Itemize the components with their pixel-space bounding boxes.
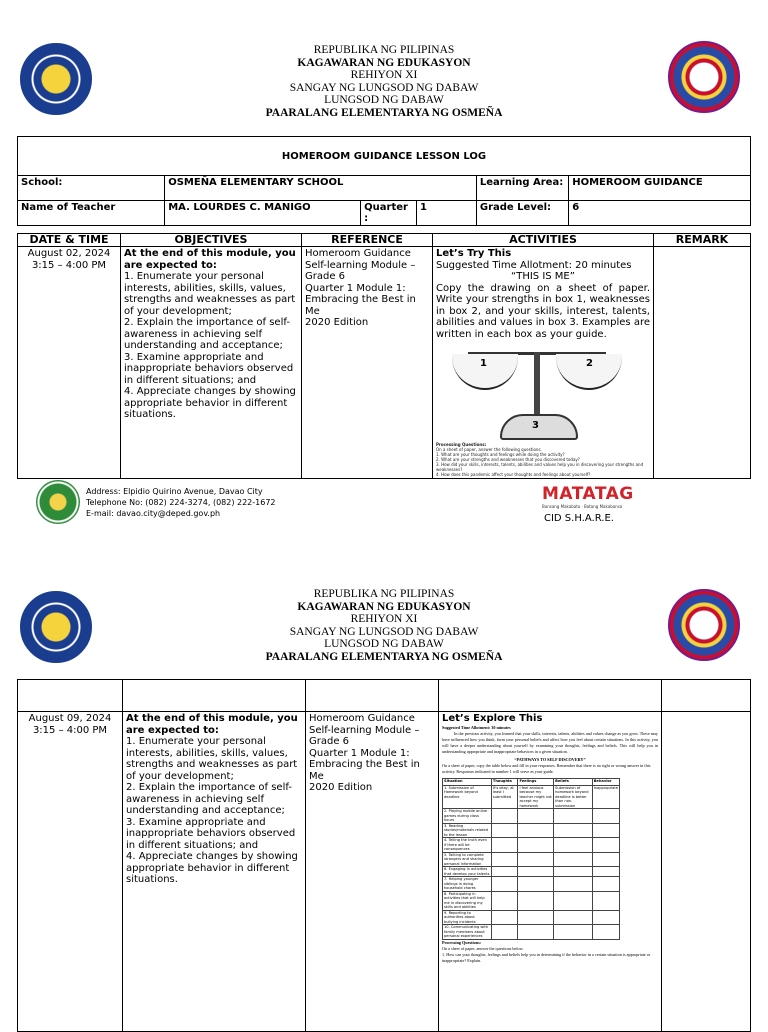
survey-cell — [554, 891, 593, 910]
objectives-cell — [121, 247, 302, 479]
survey-cell: 9. Reporting to authorities about bullying incidents — [443, 910, 492, 925]
objectives-intro: At the end of this module, you are expected to: — [126, 713, 298, 736]
activities-cell-2 — [439, 712, 662, 1032]
objective-2: 2. Explain the importance of self-awareness in achieving self understanding and acceptance; — [126, 782, 292, 816]
col-activities: ACTIVITIES — [433, 234, 654, 247]
survey-cell — [554, 823, 593, 838]
processing-q4: 4. How does this pandemic affect your thoughts and feelings about yourself? — [436, 472, 591, 477]
survey-row — [443, 785, 620, 809]
davao-city-seal — [36, 480, 80, 524]
survey-cell: 7. Helping younger siblings in doing household chores — [443, 877, 492, 892]
school-seal-logo-2 — [668, 589, 740, 661]
survey-row — [443, 809, 620, 824]
survey-cell — [518, 852, 554, 867]
scale-box-2: 2 — [586, 358, 593, 369]
matatag-tagline: Bansang Makabata · Batang Makabansa — [542, 504, 623, 509]
survey-cell — [518, 867, 554, 877]
survey-cell — [491, 867, 518, 877]
survey-row — [443, 891, 620, 910]
reference-2: Quarter 1 Module 1: Embracing the Best in Me — [305, 282, 416, 317]
matatag-logo: MATATAG — [542, 484, 634, 504]
processing-q1: 1. How can your thoughts, feelings and beliefs help you in determining if the behavior in a certain situation is appropriate or inappropriate? Explain. — [442, 951, 651, 963]
survey-cell — [592, 910, 619, 925]
survey-intro: On a sheet of paper, copy the table below and fill in your responses. Remember that there is no right or wrong answer in this activity. Responses indicated in number 1 will serve as your guide. — [442, 762, 651, 774]
processing-title: Processing Questions: — [442, 939, 482, 945]
activity-time: Suggested Time Allotment: 30 minutes — [442, 724, 511, 730]
header-line-6: PAARALANG ELEMENTARYA NG OSMEÑA — [265, 106, 503, 119]
activity-text: In the previous activity, you learned that your skills, interests, talents, abilities and values change as you grow. These may have influenced how you think, form your personal beliefs and affect how you feel about certain situations. In this activity, you will have a deeper understanding about yourself by examining your thoughts, feelings and beliefs. This will help you in understanding appropriate and inappropriate behaviors in a given situation. — [442, 730, 658, 754]
survey-cell — [554, 867, 593, 877]
survey-cell — [554, 838, 593, 853]
survey-cell — [554, 809, 593, 824]
survey-cell — [518, 925, 554, 940]
survey-cell — [491, 877, 518, 892]
processing-intro: On a sheet of paper, answer the following questions. — [436, 447, 542, 452]
embedded-module-page — [442, 725, 658, 775]
page-footer — [36, 480, 736, 528]
letterhead-2 — [180, 588, 588, 663]
address: Address: Elpidio Quirino Avenue, Davao City — [86, 487, 263, 496]
survey-table — [442, 778, 620, 940]
survey-cell: 3. Reading stories/materials related to the lesson — [443, 823, 492, 838]
header-line-5: LUNGSOD NG DABAW — [324, 638, 444, 650]
survey-cell — [491, 809, 518, 824]
processing-questions — [436, 442, 650, 477]
activity-time: Suggested Time Allotment: 20 minutes — [436, 259, 632, 271]
processing-intro: On a sheet of paper, answer the questions below. — [442, 945, 524, 951]
col-remark: REMARK — [654, 234, 751, 247]
col-reference: REFERENCE — [302, 234, 433, 247]
survey-header-cell: Feelings — [518, 778, 554, 785]
survey-cell — [518, 823, 554, 838]
activities-cell — [433, 247, 654, 479]
blank-header-1 — [18, 680, 123, 712]
scale-base — [500, 414, 578, 440]
survey-cell — [592, 877, 619, 892]
date: August 09, 2024 — [28, 713, 112, 724]
blank-header-4 — [439, 680, 662, 712]
header-line-4: SANGAY NG LUNGSOD NG DABAW — [289, 81, 479, 94]
grade-label: Grade Level: — [476, 201, 568, 226]
objective-3: 3. Examine appropriate and inappropriate behaviors observed in different situations; and — [124, 351, 294, 386]
survey-cell — [554, 852, 593, 867]
header-line-3: REHIYON XI — [350, 613, 418, 625]
survey-cell — [554, 925, 593, 940]
survey-header-cell: Behavior — [592, 778, 619, 785]
survey-cell: 10. Communicating with family members about personal experiences — [443, 925, 492, 940]
objective-3: 3. Examine appropriate and inappropriate behaviors observed in different situations; and — [126, 816, 296, 851]
survey-cell — [518, 877, 554, 892]
processing-title: Processing Questions: — [436, 442, 487, 447]
col-objectives: OBJECTIVES — [121, 234, 302, 247]
reference-1: Homeroom Guidance Self-learning Module – Grade 6 — [309, 713, 420, 747]
deped-seal-logo — [20, 43, 92, 115]
survey-cell: 6. Engaging in activities that develop your talents — [444, 867, 490, 876]
scale-box-1: 1 — [480, 358, 487, 369]
header-line-4: SANGAY NG LUNGSOD NG DABAW — [289, 625, 479, 638]
survey-cell — [491, 891, 518, 910]
grade-value: 6 — [569, 201, 751, 226]
header-line-3: REHIYON XI — [350, 69, 418, 81]
info-table — [17, 136, 751, 226]
header-line-2: KAGAWARAN NG EDUKASYON — [297, 600, 471, 613]
survey-row — [443, 925, 620, 940]
survey-cell: 5. Talking to complete strangers and sharing personal information — [443, 852, 492, 867]
survey-cell: Inappropriate — [592, 785, 619, 809]
balance-scale-illustration — [452, 344, 622, 442]
reference-3: 2020 Edition — [305, 317, 369, 328]
header-line-1: REPUBLIKA NG PILIPINAS — [313, 44, 455, 56]
survey-header-cell: Thoughts — [491, 778, 518, 785]
teacher-value: MA. LOURDES C. MANIGO — [165, 201, 361, 226]
header-line-6: PAARALANG ELEMENTARYA NG OSMEÑA — [265, 650, 503, 663]
survey-cell — [592, 867, 619, 877]
survey-cell — [592, 891, 619, 910]
survey-title: “PATHWAYS TO SELF DISCOVERY” — [514, 756, 586, 762]
remark-cell — [654, 247, 751, 479]
survey-row — [443, 823, 620, 838]
lesson-table-1 — [17, 233, 751, 479]
processing-q1: 1. What are your thoughts and feelings while doing the activity? — [436, 452, 565, 457]
contact-info — [86, 486, 276, 519]
objective-1: 1. Enumerate your personal interests, abilities, skills, values, strengths and weaknesses as part of your development; — [126, 736, 298, 782]
survey-cell — [491, 910, 518, 925]
teacher-label: Name of Teacher — [18, 201, 165, 226]
header-line-2: KAGAWARAN NG EDUKASYON — [297, 56, 471, 69]
email: E-mail: davao.city@deped.gov.ph — [86, 509, 221, 518]
quarter-label: Quarter : — [361, 201, 417, 226]
survey-cell: 1. Submission of Homework beyond deadline — [443, 785, 492, 809]
page-2 — [0, 576, 768, 1024]
page-gap — [0, 548, 768, 576]
letterhead — [180, 44, 588, 119]
survey-cell — [491, 838, 518, 853]
reference-cell-2 — [306, 712, 439, 1032]
survey-row — [443, 910, 620, 925]
survey-row — [443, 838, 620, 853]
survey-cell: 2. Playing mobile online games during class hours — [443, 809, 492, 824]
blank-header-5 — [662, 680, 751, 712]
reference-1: Homeroom Guidance Self-learning Module – Grade 6 — [305, 248, 416, 282]
survey-cell — [592, 925, 619, 940]
deped-seal-logo-2 — [20, 591, 92, 663]
blank-header-2 — [123, 680, 306, 712]
quarter-value: 1 — [416, 201, 476, 226]
survey-cell — [491, 823, 518, 838]
learning-area-label: Learning Area: — [476, 176, 568, 201]
survey-cell: I feel anxious because my teacher might not accept my homework — [519, 785, 552, 808]
date: August 02, 2024 — [27, 248, 111, 259]
remark-cell-2 — [662, 712, 751, 1032]
survey-row — [443, 877, 620, 892]
cid-share: CID S.H.A.R.E. — [544, 513, 614, 524]
objective-2: 2. Explain the importance of self-awareness in achieving self understanding and acceptance; — [124, 317, 290, 351]
processing-q3: 3. How did your skills, interests, talents, abilities and values help you in discovering your strengths and weaknesses? — [436, 462, 644, 472]
survey-cell — [518, 809, 554, 824]
school-seal-logo — [668, 41, 740, 113]
header-line-1: REPUBLIKA NG PILIPINAS — [313, 588, 455, 600]
col-date-time: DATE & TIME — [18, 234, 121, 247]
survey-cell — [592, 809, 619, 824]
survey-cell — [491, 852, 518, 867]
survey-cell — [518, 838, 554, 853]
objective-4: 4. Appreciate changes by showing appropriate behavior in different situations. — [124, 386, 296, 420]
scale-box-3: 3 — [532, 420, 539, 431]
survey-row — [443, 867, 620, 877]
learning-area-value: HOMEROOM GUIDANCE — [569, 176, 751, 201]
survey-cell — [592, 823, 619, 838]
activity-title: Let’s Try This — [436, 248, 512, 259]
date-cell-2 — [18, 712, 123, 1032]
reference-2: Quarter 1 Module 1: Embracing the Best in Me — [309, 747, 420, 782]
scale-post — [534, 352, 540, 422]
lesson-table-2 — [17, 679, 751, 1032]
survey-cell: 8. Participating in activities that will help me in discovering my skills and abilities — [443, 891, 492, 910]
reference-3: 2020 Edition — [309, 782, 373, 793]
time: 3:15 – 4:00 PM — [31, 259, 107, 271]
survey-cell — [554, 877, 593, 892]
survey-row — [443, 852, 620, 867]
processing-q2: 2. What are your strengths and weaknesses that you discovered today? — [436, 457, 580, 462]
objectives-intro: At the end of this module, you are expected to: — [124, 248, 296, 271]
survey-header-cell: Beliefs — [554, 778, 593, 785]
header-line-5: LUNGSOD NG DABAW — [324, 94, 444, 106]
activity-title: Let’s Explore This — [442, 713, 543, 724]
survey-cell — [592, 852, 619, 867]
activity-text: Copy the drawing on a sheet of paper. Write your strengths in box 1, weaknesses in box 2, and your skills, interest, talents, abilities and values in box 3. Examples are written in each box as your guide. — [436, 282, 650, 340]
telephone: Telephone No: (082) 224-3274, (082) 222-1672 — [86, 498, 276, 507]
date-cell — [18, 247, 121, 479]
time: 3:15 – 4:00 PM — [32, 724, 108, 736]
objective-4: 4. Appreciate changes by showing appropriate behavior in different situations. — [126, 851, 298, 885]
objectives-cell-2 — [123, 712, 306, 1032]
survey-cell: 4. Telling the truth even if there will be consequences — [443, 838, 492, 853]
survey-cell: Submission of homework beyond deadline is better than non-submission — [554, 785, 593, 809]
survey-cell — [491, 925, 518, 940]
lesson-log-title: HOMEROOM GUIDANCE LESSON LOG — [18, 137, 751, 176]
school-label: School: — [18, 176, 165, 201]
survey-cell — [518, 891, 554, 910]
activity-subtitle: “THIS IS ME” — [511, 271, 575, 282]
school-value: OSMEÑA ELEMENTARY SCHOOL — [165, 176, 477, 201]
survey-cell — [554, 910, 593, 925]
blank-header-3 — [306, 680, 439, 712]
survey-header-cell: Situation — [443, 778, 492, 785]
objective-1: 1. Enumerate your personal interests, abilities, skills, values, strengths and weaknesses as part of your development; — [124, 271, 296, 317]
survey-cell: It's okay, at least I submitted — [491, 785, 518, 809]
processing-questions-2 — [442, 940, 658, 964]
reference-cell — [302, 247, 433, 479]
survey-cell — [518, 910, 554, 925]
survey-cell — [592, 838, 619, 853]
